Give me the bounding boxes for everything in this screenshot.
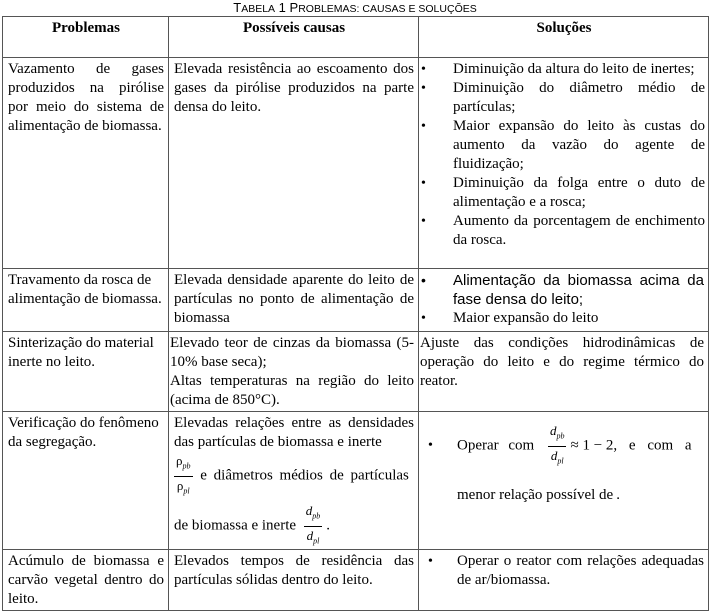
rho-symbol: ρ [176, 477, 184, 493]
density-ratio [174, 454, 193, 498]
cause-cell [169, 412, 419, 550]
subscript: pb [556, 431, 565, 441]
subscript: pb [182, 461, 191, 471]
bullet-icon: • [421, 272, 426, 288]
solution-text: Diminuição da folga entre o duto de alimentação e a rosca; [453, 175, 705, 210]
table-row [3, 332, 709, 412]
solution-item [424, 424, 704, 505]
table-row [3, 269, 709, 332]
formula-value: ≈ 1 − 2 [570, 437, 614, 454]
problem-cell: Acúmulo de biomassa e carvão vegetal dentro do leito. [3, 550, 169, 611]
caption-text: ABELA [241, 3, 276, 15]
solution-text: Diminuição da altura do leito de inertes; [453, 61, 695, 77]
solution-item [421, 174, 705, 212]
header-row [3, 17, 709, 58]
cause-formula-line [174, 454, 414, 498]
bullet-icon: • [428, 554, 433, 570]
caption-text: T [233, 0, 242, 15]
solution-text: , e com a [613, 437, 692, 454]
header-solucoes: Soluções [419, 17, 709, 58]
header-causas: Possíveis causas [169, 17, 419, 58]
solution-item [421, 117, 705, 174]
cause-text: de biomassa e inerte [174, 517, 297, 534]
d-symbol: d [549, 423, 557, 438]
solution-text: Diminuição do diâmetro médio de partículas; [453, 80, 705, 115]
problem-cell: Vazamento de gases produzidos na pirólise por meio do sistema de alimentação de biomassa. [3, 58, 169, 269]
subscript: pb [312, 511, 321, 521]
solutions-cell [419, 550, 709, 611]
diameter-ratio [548, 424, 567, 468]
solution-cell: Ajuste das condições hidrodinâmicas de operação do leito e do regime térmico do reator. [419, 332, 709, 412]
bullet-icon: • [421, 62, 426, 77]
solution-item [424, 552, 704, 590]
subscript: pl [313, 536, 320, 546]
solution-item [421, 212, 705, 250]
solution-text: Operar com [457, 437, 535, 454]
solutions-cell [419, 58, 709, 269]
d-symbol: d [305, 503, 313, 519]
bullet-icon: • [428, 438, 433, 453]
cause-formula-line [174, 504, 414, 548]
solution-text: menor relação possível de [457, 487, 614, 504]
solution-text: Alimentação da biomassa acima da fase densa do leito; [453, 272, 704, 308]
subscript: pl [183, 486, 190, 496]
solution-text: Maior expansão do leito [453, 310, 599, 326]
solution-text: Aumento da porcentagem de enchimento da rosca. [453, 213, 705, 248]
cause-cell [169, 332, 419, 412]
bullet-icon: • [421, 176, 426, 191]
bullet-icon: • [421, 311, 426, 326]
solutions-cell [419, 412, 709, 550]
table-caption [0, 0, 710, 17]
diameter-ratio [304, 504, 323, 548]
problem-cell: Travamento da rosca de alimentação de biomassa. [3, 269, 169, 332]
cause-text: Elevadas relações entre as densidades das partículas de biomassa e inerte [174, 415, 414, 450]
problem-cell: Verificação do fenômeno da segregação. [3, 412, 169, 550]
punctuation: . [326, 517, 331, 534]
rho-symbol: ρ [176, 453, 183, 468]
table-row [3, 550, 709, 611]
caption-text: P [289, 0, 299, 15]
cause-line: Elevado teor de cinzas da biomassa (5-10% base seca); [170, 335, 414, 370]
problem-cell: Sinterização do material inerte no leito. [3, 332, 169, 412]
bullet-icon: • [421, 119, 426, 134]
cause-cell: Elevados tempos de residência das partículas sólidas dentro do leito. [169, 550, 419, 611]
punctuation: . [616, 487, 620, 504]
caption-text: ROBLEMAS: CAUSAS E SOLUÇÕES [298, 3, 477, 15]
d-symbol: d [550, 447, 558, 463]
bullet-icon: • [421, 81, 426, 96]
bullet-icon: • [421, 214, 426, 229]
solutions-cell [419, 269, 709, 332]
cause-cell: Elevada resistência ao escoamento dos gases da pirólise produzidos na parte densa do leito. [169, 58, 419, 269]
solution-item [421, 60, 705, 79]
solution-item [421, 79, 705, 117]
cause-text: e diâmetros médios de partículas [200, 467, 409, 484]
solution-item [421, 271, 704, 309]
header-problemas: Problemas [3, 17, 169, 58]
solution-text: Operar o reator com relações adequadas de ar/biomassa. [457, 553, 704, 589]
table-row [3, 412, 709, 550]
subscript: pl [557, 456, 564, 466]
d-symbol: d [306, 527, 314, 543]
cause-line: Altas temperaturas na região do leito (acima de 850°C). [170, 373, 414, 408]
cause-cell: Elevada densidade aparente do leito de partículas no ponto de alimentação de biomassa [169, 269, 419, 332]
caption-number: 1 [275, 0, 290, 15]
solution-item [421, 309, 704, 328]
problems-table [2, 16, 709, 611]
table-row [3, 58, 709, 269]
solution-text: Maior expansão do leito às custas do aumento da vazão do agente de fluidização; [453, 118, 705, 172]
